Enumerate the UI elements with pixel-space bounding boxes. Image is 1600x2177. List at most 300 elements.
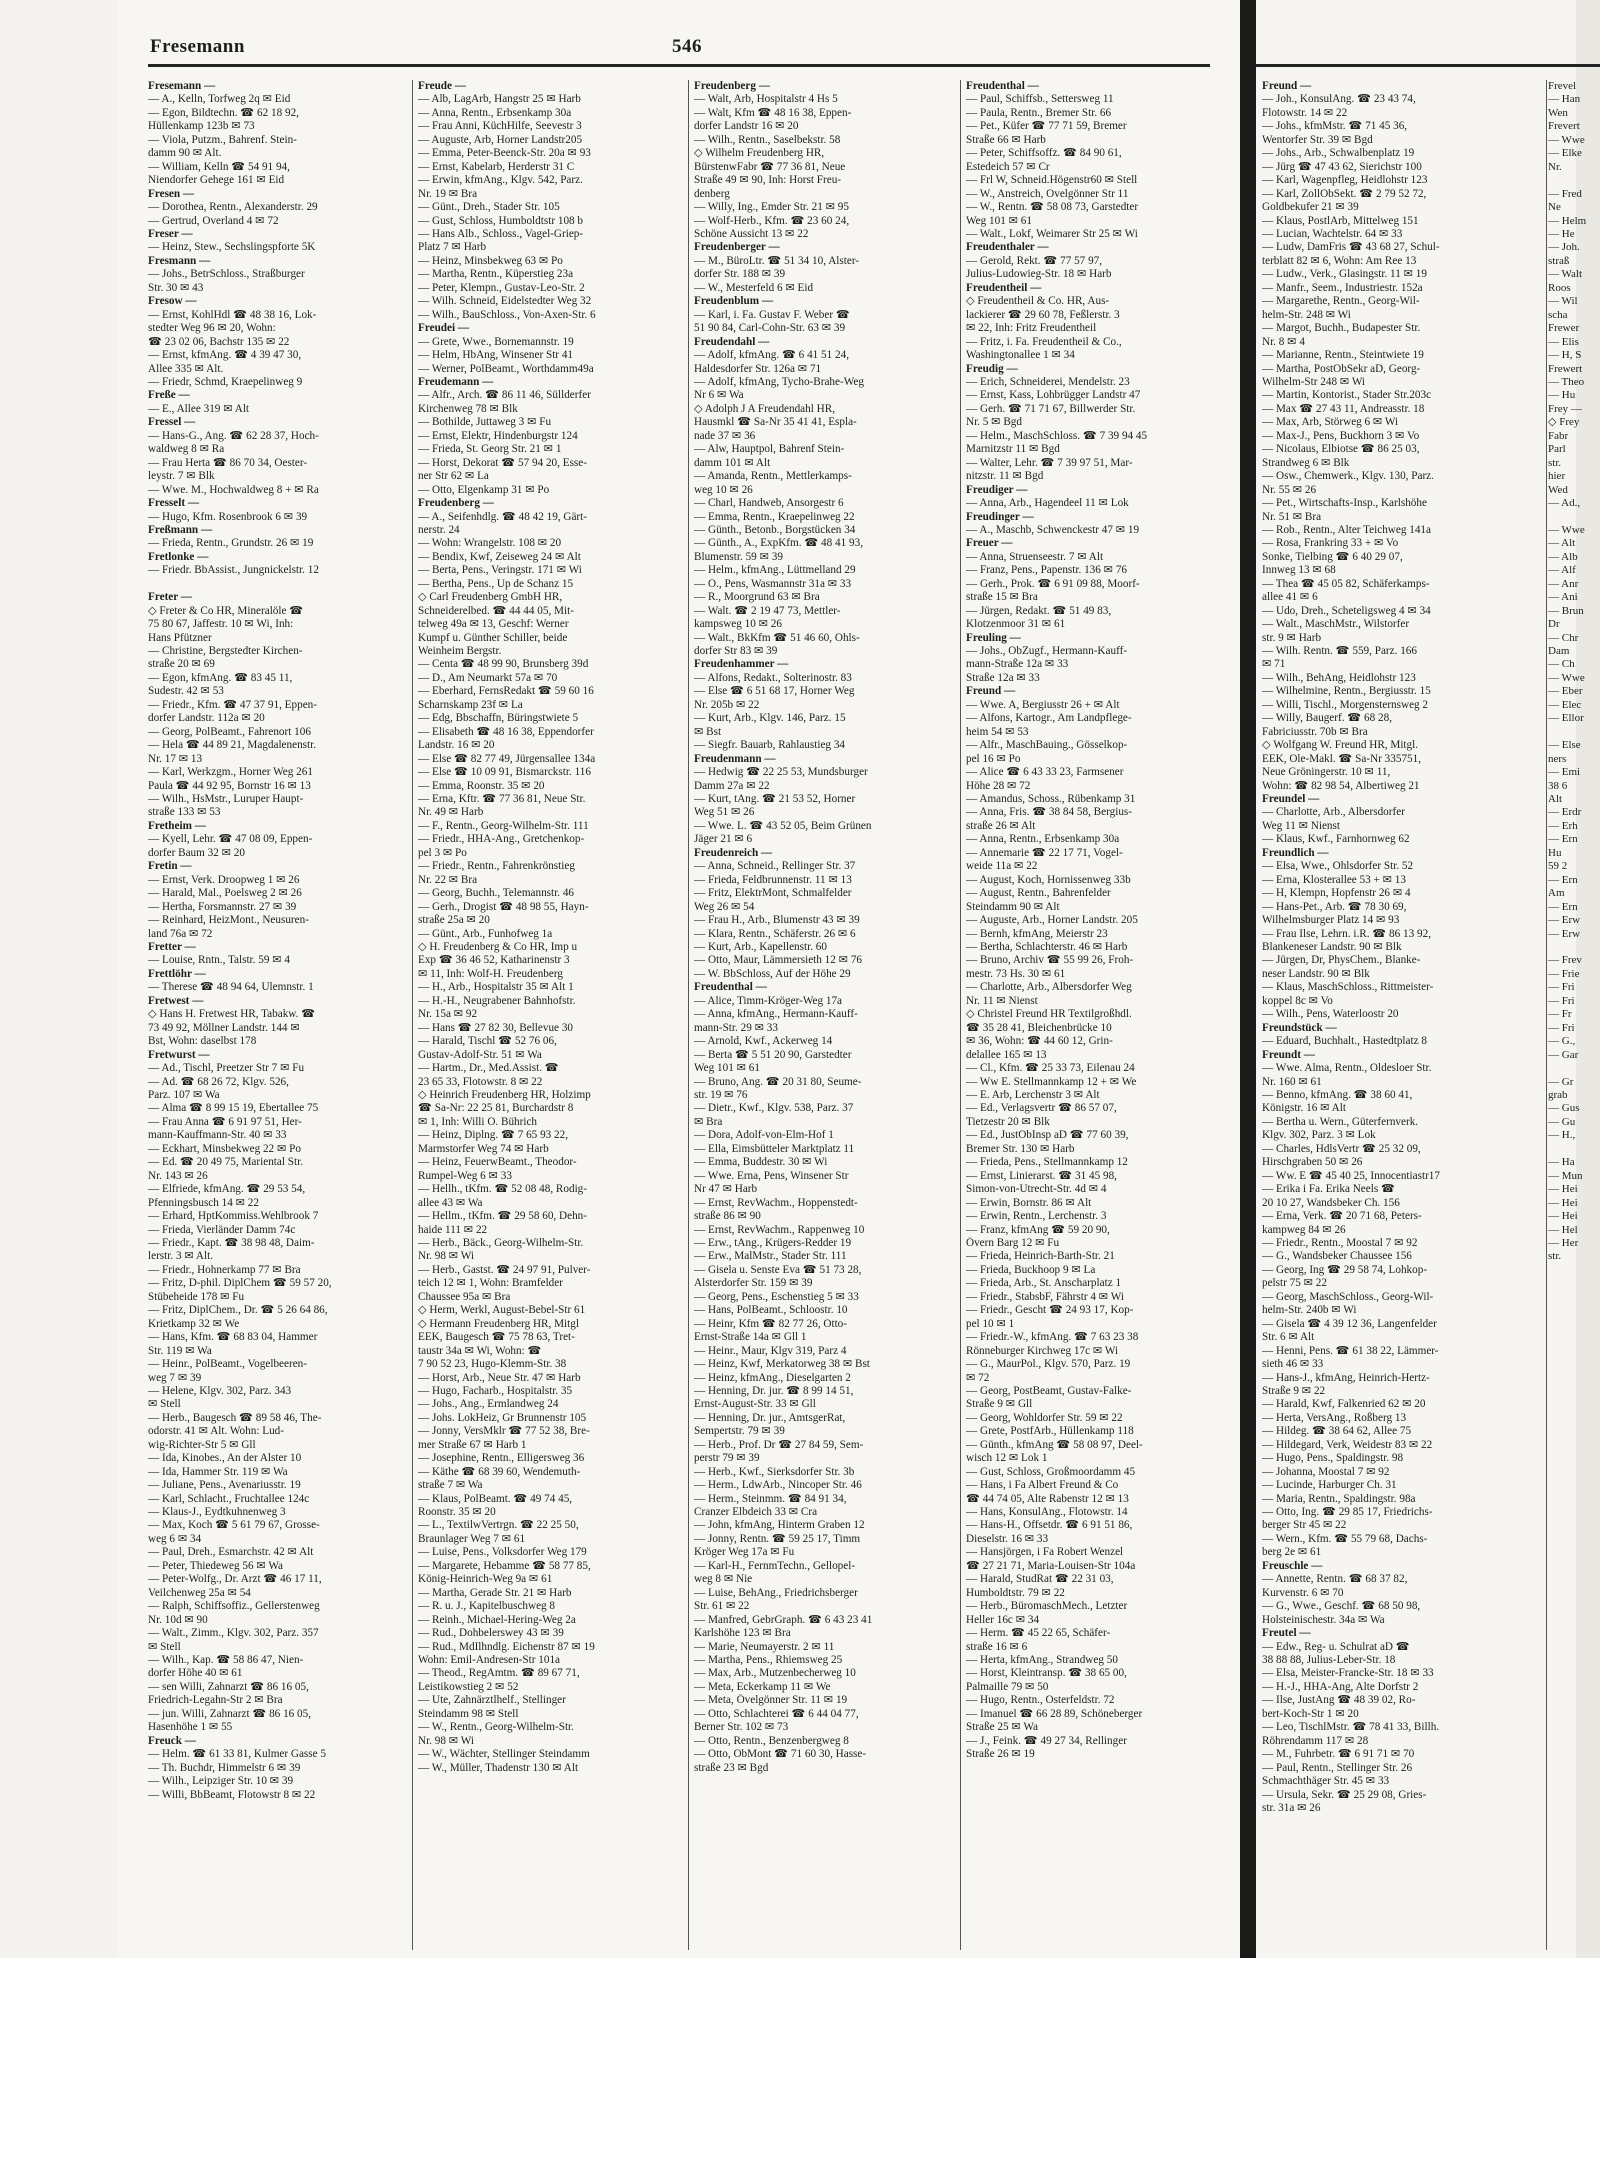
directory-entry-line: — Christine, Bergstedter Kirchen-	[148, 645, 303, 658]
cropped-entry-line: Hu	[1548, 846, 1562, 859]
directory-entry-line: — Friedr., Hohnerkamp 77 ✉ Bra	[148, 1263, 301, 1276]
directory-entry-line: Estedeich 57 ✉ Cr	[966, 160, 1050, 173]
cropped-entry-line: — Fred	[1548, 187, 1582, 200]
directory-entry-line: Fabriciusstr. 70b ✉ Bra	[1262, 725, 1368, 738]
directory-entry-line: Exp ☎ 36 46 52, Katharinenstr 3	[418, 954, 570, 967]
directory-entry-line: delallee 165 ✉ 13	[966, 1048, 1047, 1061]
directory-entry-line: — John, kfmAng, Hinterm Graben 12	[694, 1519, 865, 1532]
directory-entry-line: — Max, Koch ☎ 5 61 79 67, Grosse-	[148, 1519, 320, 1532]
cropped-entry-line: hier	[1548, 470, 1566, 483]
cropped-entry-line: — Erh	[1548, 819, 1578, 832]
directory-entry-line: — Kurt, Arb., Kapellenstr. 60	[694, 941, 827, 953]
directory-entry-line: Kröger Weg 17a ✉ Fu	[694, 1546, 795, 1559]
directory-entry-line: EEK, Baugesch ☎ 75 78 63, Tret-	[418, 1331, 575, 1344]
directory-entry-line: ✉ 11, Inh: Wolf-H. Freudenberg	[418, 967, 563, 980]
directory-entry-line: — Hans, i Fa Albert Freund & Co	[966, 1479, 1119, 1492]
directory-entry-line: Hasenhöhe 1 ✉ 55	[148, 1721, 233, 1734]
directory-entry-line: Nr. 51 ✉ Bra	[1262, 510, 1322, 523]
directory-entry-line: — G., Wwe., Geschf. ☎ 68 50 98,	[1262, 1600, 1421, 1613]
directory-entry-line: Leistikowstieg 2 ✉ 52	[418, 1680, 519, 1693]
directory-entry-line: Rumpel-Weg 6 ✉ 33	[418, 1169, 512, 1182]
directory-entry-line: Hans Pfützner	[148, 631, 212, 644]
directory-entry-line: — Herb., Baugesch ☎ 89 58 46, The-	[148, 1411, 322, 1424]
directory-entry-line: — Hans-Pet., Arb. ☎ 78 30 69,	[1262, 900, 1407, 913]
directory-entry-line: — Auguste, Arb, Horner Landstr205	[418, 133, 583, 146]
cropped-entry-line: ners	[1548, 752, 1567, 765]
directory-entry-line: — Max, Arb., Mutzenbecherweg 10	[694, 1667, 856, 1680]
directory-entry-line: — Klaus-J., Eydtkuhnenweg 3	[148, 1506, 286, 1519]
directory-entry-line: waldweg 8 ✉ Ra	[148, 443, 225, 456]
directory-entry-line: — Ed., JustObInsp aD ☎ 77 60 39,	[966, 1129, 1129, 1142]
directory-entry-line: Fresmann —	[148, 254, 211, 267]
directory-entry-line: Paula ☎ 44 92 95, Bornstr 16 ✉ 13	[148, 779, 311, 792]
directory-entry-line: Damm 27a ✉ 22	[694, 779, 770, 792]
directory-entry-line: — Amanda, Rentn., Mettlerkamps-	[694, 470, 852, 483]
directory-entry-line: — Walt, Kfm ☎ 48 16 38, Eppen-	[694, 106, 852, 119]
directory-entry-line: Nr. 8 ✉ 4	[1262, 335, 1305, 348]
directory-entry-line: Freudemann —	[418, 375, 494, 388]
directory-entry-line: — Helm. ☎ 61 33 81, Kulmer Gasse 5	[148, 1748, 326, 1761]
directory-entry-line: — W. BbSchloss, Auf der Höhe 29	[694, 967, 851, 980]
cropped-entry-line: Frewert	[1548, 362, 1583, 375]
directory-entry-line: — L., TextilwVertrgn. ☎ 22 25 50,	[418, 1519, 579, 1532]
directory-entry-line: — Ernst, Kass, Lohbrügger Landstr 47	[966, 389, 1141, 402]
cropped-entry-line: — Frev	[1548, 954, 1582, 967]
directory-entry-line: — Else ☎ 10 09 91, Bismarckstr. 116	[418, 766, 591, 779]
directory-entry-line: — Friedr., Rentn., Moostal 7 ✉ 92	[1262, 1236, 1418, 1249]
directory-entry-line: — Wohn: Wrangelstr. 108 ✉ 20	[418, 537, 562, 550]
directory-entry-line: — Anna, Fris. ☎ 38 84 58, Bergius-	[966, 806, 1133, 819]
directory-entry-line: — Dora, Adolf-von-Elm-Hof 1	[694, 1129, 834, 1142]
directory-entry-line: Straße 9 ✉ Gll	[966, 1398, 1033, 1411]
directory-entry-line: — Alfons, Redakt., Solterinostr. 83	[694, 671, 852, 684]
directory-entry-line: — Edw., Reg- u. Schulrat aD ☎	[1262, 1640, 1410, 1653]
directory-entry-line: nerstr. 24	[418, 523, 460, 536]
directory-entry-line: — Gerh., Prok. ☎ 6 91 09 88, Moorf-	[966, 577, 1140, 590]
directory-entry-line: damm 90 ✉ Alt.	[148, 147, 222, 160]
directory-entry-line: — Peter, Thiedeweg 56 ✉ Wa	[148, 1559, 283, 1572]
directory-entry-line: 75 80 67, Jaffestr. 10 ✉ Wi, Inh:	[148, 618, 294, 631]
directory-entry-line: — O., Pens, Wasmannstr 31a ✉ 33	[694, 577, 852, 590]
directory-entry-line: — W., Anstreich, Ovelgönner Str 11	[966, 187, 1129, 200]
directory-column-3	[694, 80, 952, 1775]
column-rule	[688, 80, 689, 1950]
directory-entry-line: — W., Rentn. ☎ 58 08 73, Garstedter	[966, 201, 1139, 214]
directory-entry-line: — Horst, Dekorat ☎ 57 94 20, Esse-	[418, 456, 587, 469]
directory-entry-line: weg 8 ✉ Nie	[694, 1573, 753, 1586]
directory-entry-line: — H., Arb., Hospitalstr 35 ✉ Alt 1	[418, 981, 574, 994]
directory-entry-line: — Ludw, DamFris ☎ 43 68 27, Schul-	[1262, 241, 1440, 254]
directory-entry-line: — Ww E. Stellmannkamp 12 + ✉ We	[966, 1075, 1137, 1088]
directory-entry-line: Nr. 160 ✉ 61	[1262, 1075, 1322, 1088]
directory-entry-line: Fresemann —	[148, 80, 216, 92]
directory-entry-line: — Gertrud, Overland 4 ✉ 72	[148, 214, 279, 227]
cropped-entry-line: straß	[1548, 254, 1570, 267]
directory-entry-line: Övern Barg 12 ✉ Fu	[966, 1236, 1060, 1249]
directory-entry-line: — Anna, Struenseestr. 7 ✉ Alt	[966, 550, 1104, 563]
directory-entry-line: leystr. 7 ✉ Blk	[148, 470, 215, 483]
directory-entry-line: — Georg, Wohldorfer Str. 59 ✉ 22	[966, 1411, 1123, 1424]
directory-entry-line: — Franz, Pens., Papenstr. 136 ✉ 76	[966, 564, 1128, 577]
directory-entry-line: straße 15 ✉ Bra	[966, 591, 1038, 604]
directory-entry-line: denberg	[694, 187, 730, 200]
directory-entry-line: Goldbekufer 21 ✉ 39	[1262, 201, 1359, 214]
directory-entry-line: straße 7 ✉ Wa	[418, 1479, 483, 1492]
directory-entry-line: Hirschgraben 50 ✉ 26	[1262, 1156, 1363, 1169]
directory-entry-line: — Cl., Kfm. ☎ 25 33 73, Eilenau 24	[966, 1062, 1135, 1075]
directory-column-2	[418, 80, 676, 1775]
cropped-entry-line: — H.,	[1548, 1129, 1576, 1142]
directory-entry-line: Weg 11 ✉ Nienst	[1262, 819, 1340, 832]
directory-entry-line: — Gust, Schloss, Großmoordamm 45	[966, 1465, 1136, 1478]
directory-entry-line: — Ernst, RevWachm., Hoppenstedt-	[694, 1196, 858, 1209]
directory-entry-line: ✉ 71	[1262, 658, 1286, 671]
directory-entry-line: — Friedr, Schmd, Kraepelinweg 9	[148, 375, 303, 388]
directory-entry-line: — Herb., Prof. Dr ☎ 27 84 59, Sem-	[694, 1438, 864, 1451]
cropped-entry-line: — Her	[1548, 1236, 1579, 1249]
directory-entry-line: — Friedr., Gescht ☎ 24 93 17, Kop-	[966, 1304, 1134, 1317]
directory-entry-line: — Friedr., Rentn., Fahrenkrönstieg	[418, 860, 575, 873]
directory-entry-line: — Hedwig ☎ 22 25 53, Mundsburger	[694, 766, 868, 779]
directory-entry-line: — Viola, Putzm., Bahrenf. Stein-	[148, 133, 297, 146]
column-rule	[1546, 80, 1547, 1950]
cropped-entry-line: str.	[1548, 1250, 1562, 1263]
cropped-entry-line: — Mun	[1548, 1169, 1583, 1182]
directory-entry-line: — Ida, Kinobes., An der Alster 10	[148, 1452, 302, 1465]
directory-entry-line: — Gisela ☎ 4 39 12 36, Langenfelder	[1262, 1317, 1437, 1330]
directory-entry-line: — Peter, Schiffsoffz. ☎ 84 90 61,	[966, 147, 1122, 160]
directory-entry-line: Veilchenweg 25a ✉ 54	[148, 1586, 251, 1599]
directory-entry-line: weg 10 ✉ 26	[694, 483, 753, 496]
directory-entry-line: — Ed. ☎ 20 49 75, Mariental Str.	[148, 1156, 304, 1169]
cropped-entry-line: — Frie	[1548, 967, 1580, 980]
directory-entry-line: — Horst, Kleintransp. ☎ 38 65 00,	[966, 1667, 1127, 1680]
directory-entry-line: — Hans-G., Ang. ☎ 62 28 37, Hoch-	[148, 429, 319, 442]
cropped-entry-line: — G.,	[1548, 1035, 1576, 1048]
directory-entry-line: — Karl-H., FernmTechn., Gellopel-	[694, 1559, 856, 1572]
directory-entry-line: — Wolf-Herb., Kfm. ☎ 23 60 24,	[694, 214, 850, 227]
cropped-entry-line: — Elis	[1548, 335, 1579, 348]
directory-entry-line: Freßmann —	[148, 523, 213, 536]
cropped-entry-line: — Brun	[1548, 604, 1584, 617]
directory-entry-line: — Marianne, Rentn., Steintwiete 19	[1262, 349, 1424, 362]
directory-entry-line: — Jürgen, Dr, PhysChem., Blanke-	[1262, 954, 1421, 967]
directory-entry-line: — Georg, PostBeamt, Gustav-Falke-	[966, 1384, 1132, 1397]
directory-entry-line: — Charlotte, Arb., Albersdorfer	[1262, 806, 1405, 819]
directory-entry-line: — Berta, Pens., Veringstr. 171 ✉ Wi	[418, 564, 582, 577]
directory-entry-line: — Hans Alb., Schloss., Vagel-Griep-	[418, 227, 584, 240]
directory-entry-line: — Karl, Werkzgm., Horner Weg 261	[148, 766, 313, 779]
directory-entry-line: — Johs., Ang., Ermlandweg 24	[418, 1398, 559, 1411]
directory-entry-line: — Harald, Mal., Poelsweg 2 ✉ 26	[148, 887, 302, 900]
directory-entry-line: mer Straße 67 ✉ Harb 1	[418, 1438, 527, 1451]
directory-entry-line: Str. 30 ✉ 43	[148, 281, 204, 294]
directory-entry-line: — Johs. LokHeiz, Gr Brunnenstr 105	[418, 1411, 587, 1424]
directory-entry-line: Str. 119 ✉ Wa	[148, 1344, 212, 1357]
directory-entry-line: land 76a ✉ 72	[148, 927, 213, 940]
directory-entry-line: — Martha, PostObSekr aD, Georg-	[1262, 362, 1421, 375]
directory-entry-line: — Friedr.-W., kfmAng. ☎ 7 63 23 38	[966, 1331, 1139, 1344]
directory-entry-line: — Egon, Bildtechn. ☎ 62 18 92,	[148, 106, 299, 119]
directory-entry-line: — Frieda, Heinrich-Barth-Str. 21	[966, 1250, 1115, 1263]
cropped-entry-line: — Walt	[1548, 268, 1583, 281]
directory-entry-line: Steindamm 98 ✉ Stell	[418, 1707, 519, 1720]
directory-entry-line: Freudenblum —	[694, 295, 774, 308]
directory-entry-line: — Ed., Verlagsvertr ☎ 86 57 07,	[966, 1102, 1117, 1115]
directory-entry-line: — Otto, Elgenkamp 31 ✉ Po	[418, 483, 550, 496]
directory-entry-line: — Hans-H., Offsetdr. ☎ 6 91 51 86,	[966, 1519, 1133, 1532]
directory-entry-line: dorfer Str 83 ✉ 39	[694, 645, 778, 658]
directory-entry-line: — Hartm., Dr., Med.Assist. ☎	[418, 1062, 559, 1075]
directory-entry-line: — Martha, Pens., Rhiemsweg 25	[694, 1654, 843, 1667]
directory-entry-line: — Klaus, PostlArb, Mittelweg 151	[1262, 214, 1419, 227]
directory-entry-line: — Hertha, Forsmannstr. 27 ✉ 39	[148, 900, 297, 913]
directory-entry-line: — Herm. ☎ 45 22 65, Schäfer-	[966, 1627, 1111, 1640]
directory-entry-line: Kurvenstr. 6 ✉ 70	[1262, 1586, 1344, 1599]
directory-entry-line: — Reinh., Michael-Hering-Weg 2a	[418, 1613, 576, 1626]
directory-entry-line: Freudinger —	[966, 510, 1034, 523]
directory-entry-line: — Frau Herta ☎ 86 70 34, Oester-	[148, 456, 308, 469]
cropped-entry-line: — Hu	[1548, 389, 1576, 402]
directory-entry-line: Braunlager Weg 7 ✉ 61	[418, 1532, 526, 1545]
directory-entry-line: Strandweg 6 ✉ Blk	[1262, 456, 1350, 469]
cropped-entry-line: Frevert	[1548, 120, 1580, 133]
cropped-entry-line: — Gr	[1548, 1075, 1574, 1088]
directory-entry-line: — R., Moorgrund 63 ✉ Bra	[694, 591, 820, 604]
directory-entry-line: Freudiger —	[966, 483, 1028, 496]
directory-entry-line: — Walter, Lehr. ☎ 7 39 97 51, Mar-	[966, 456, 1133, 469]
cropped-entry-line: — Helm	[1548, 214, 1587, 227]
directory-entry-line: — Meta, Övelgönner Str. 11 ✉ 19	[694, 1694, 848, 1707]
directory-entry-line: Fretin —	[148, 860, 192, 873]
directory-entry-line: Stübeheide 178 ✉ Fu	[148, 1290, 245, 1303]
directory-entry-line: — Frieda, Feldbrunnenstr. 11 ✉ 13	[694, 873, 852, 886]
directory-entry-line: Nr. 5 ✉ Bgd	[966, 416, 1022, 429]
directory-entry-line: — Hugo, Kfm. Rosenbrook 6 ✉ 39	[148, 510, 308, 523]
directory-entry-line: Blankeneser Landstr. 90 ✉ Blk	[1262, 941, 1402, 953]
directory-entry-line: — Walt., Zimm., Klgv. 302, Parz. 357	[148, 1627, 319, 1640]
directory-entry-line: perstr 79 ✉ 39	[694, 1452, 760, 1465]
directory-entry-line: — Helene, Klgv. 302, Parz. 343	[148, 1384, 292, 1397]
directory-entry-line: — Gisela u. Senste Eva ☎ 51 73 28,	[694, 1263, 862, 1276]
directory-entry-line: Freuck —	[148, 1734, 196, 1747]
directory-entry-line: Höhe 28 ✉ 72	[966, 779, 1031, 792]
directory-entry-line: weg 7 ✉ 39	[148, 1371, 202, 1384]
directory-entry-line: — Hugo, Facharb., Hospitalstr. 35	[418, 1384, 573, 1397]
cropped-entry-line: — He	[1548, 227, 1575, 240]
cropped-entry-line: Dr	[1548, 618, 1560, 631]
directory-entry-line: — Ernst, Linierarst. ☎ 31 45 98,	[966, 1169, 1117, 1182]
cropped-entry-line: — Wwe	[1548, 523, 1585, 536]
directory-entry-line: Nr. 15a ✉ 92	[418, 1008, 478, 1021]
directory-entry-line: — Eberhard, FernsRedakt ☎ 59 60 16	[418, 685, 594, 698]
directory-entry-line: — Wilh., BehAng, Heidlohstr 123	[1262, 671, 1416, 684]
directory-entry-line: ◇ Adolph J A Freudendahl HR,	[694, 402, 835, 415]
directory-entry-line: — Willy, Ing., Emder Str. 21 ✉ 95	[694, 201, 849, 214]
cropped-entry-line: Dam	[1548, 645, 1570, 658]
directory-entry-line: Röhrendamm 117 ✉ 28	[1262, 1734, 1369, 1747]
cropped-entry-line: — Elke	[1548, 147, 1582, 160]
directory-entry-line: — Alfr., MaschBauing., Gösselkop-	[966, 739, 1128, 752]
directory-entry-line: — Wwe. A, Bergiusstr 26 + ✉ Alt	[966, 698, 1120, 711]
directory-entry-line: allee 43 ✉ Wa	[418, 1196, 483, 1209]
directory-entry-line: — Günth., kfmAng ☎ 58 08 97, Deel-	[966, 1438, 1143, 1451]
directory-entry-line: nitzstr. 11 ✉ Bgd	[966, 470, 1044, 483]
directory-entry-line: Freuling —	[966, 631, 1021, 644]
directory-entry-line: — Maria, Rentn., Spaldingstr. 98a	[1262, 1492, 1416, 1505]
directory-entry-line: — Fritz, D-phil. DiplChem ☎ 59 57 20,	[148, 1277, 332, 1290]
cropped-entry-line: — Ch	[1548, 658, 1575, 671]
directory-entry-line: — M., BüroLtr. ☎ 51 34 10, Alster-	[694, 254, 860, 267]
directory-entry-line: — Wilh., Rentn., Saselbekstr. 58	[694, 133, 841, 146]
directory-entry-line: Gustav-Adolf-Str. 51 ✉ Wa	[418, 1048, 542, 1061]
directory-entry-line: Freutel —	[1262, 1627, 1311, 1640]
cropped-entry-line	[1548, 174, 1600, 187]
directory-entry-line: — Ernst, Kabelarb, Herderstr 31 C	[418, 160, 575, 173]
cropped-entry-line: — H, S	[1548, 349, 1582, 362]
directory-entry-line: bert-Koch-Str 1 ✉ 20	[1262, 1707, 1359, 1720]
directory-entry-line: — William, Kelln ☎ 54 91 94,	[148, 160, 290, 173]
directory-entry-line: ◇ Christel Freund HR Textilgroßhdl.	[966, 1008, 1132, 1021]
directory-entry-line: straße 16 ✉ 6	[966, 1640, 1028, 1653]
directory-entry-line: — Gerh. ☎ 71 71 67, Billwerder Str.	[966, 402, 1136, 415]
directory-entry-line: — Johs., Arb., Schwalbenplatz 19	[1262, 147, 1415, 160]
running-head-name: Fresemann	[150, 36, 245, 57]
directory-entry-line: — Friedr., Kapt. ☎ 38 98 48, Daim-	[148, 1236, 315, 1249]
directory-entry-line: Wentorfer Str. 39 ✉ Bgd	[1262, 133, 1373, 146]
directory-entry-line: — Elisabeth ☎ 48 16 38, Eppendorfer	[418, 725, 594, 738]
directory-entry-line: Neue Gröningerstr. 10 ✉ 11,	[1262, 766, 1391, 779]
directory-entry-line: Weg 51 ✉ 26	[694, 806, 755, 819]
directory-entry-line: Wohn: ☎ 82 98 54, Albertiweg 21	[1262, 779, 1420, 792]
directory-entry-line: — Benno, kfmAng. ☎ 38 60 41,	[1262, 1088, 1413, 1101]
cropped-entry-line: — Chr	[1548, 631, 1579, 644]
directory-entry-line: Innweg 13 ✉ 68	[1262, 564, 1336, 577]
directory-entry-line: — Erwin, kfmAng., Klgv. 542, Parz.	[418, 174, 583, 187]
directory-entry-line: weide 11a ✉ 22	[966, 860, 1038, 873]
directory-entry-line: — Charl, Handweb, Ansorgestr 6	[694, 497, 844, 510]
directory-entry-line: Friedrich-Legahn-Str 2 ✉ Bra	[148, 1694, 283, 1707]
directory-entry-line: — Walt., MaschMstr., Wilstorfer	[1262, 618, 1410, 631]
directory-entry-line: Freudendahl —	[694, 335, 770, 348]
cropped-entry-line: Parl	[1548, 443, 1566, 456]
directory-entry-line: Straße 12a ✉ 33	[966, 671, 1040, 684]
directory-entry-line: odorstr. 41 ✉ Alt. Wohn: Lud-	[148, 1425, 284, 1438]
cropped-entry-line: — Fri	[1548, 1021, 1575, 1034]
directory-entry-line: Nr. 10d ✉ 90	[148, 1613, 208, 1626]
directory-entry-line: — Willi, Tischl., Morgensternsweg 2	[1262, 698, 1429, 711]
directory-entry-line: — Georg, MaschSchloss., Georg-Wil-	[1262, 1290, 1434, 1303]
directory-entry-line: — Edg, Bbschaffn, Büringstwiete 5	[418, 712, 579, 725]
directory-entry-line: str. 9 ✉ Harb	[1262, 631, 1322, 644]
cropped-entry-line: — Else	[1548, 739, 1581, 752]
directory-entry-line: berger Str 45 ✉ 22	[1262, 1519, 1347, 1532]
directory-entry-line: ✉ Bst	[694, 725, 722, 738]
directory-entry-line: — Hellm., tKfm. ☎ 29 58 60, Dehn-	[418, 1210, 587, 1223]
directory-entry-line: Pfenningsbusch 14 ✉ 22	[148, 1196, 259, 1209]
directory-entry-line: — Hans ☎ 27 82 30, Bellevue 30	[418, 1021, 574, 1034]
directory-entry-line: neser Landstr. 90 ✉ Blk	[1262, 967, 1370, 980]
directory-entry-line: — Hildegard, Verk, Weidestr 83 ✉ 22	[1262, 1438, 1433, 1451]
directory-entry-line: — Ernst, KohlHdl ☎ 48 38 16, Lok-	[148, 308, 317, 321]
directory-entry-line: kampweg 84 ✉ 26	[1262, 1223, 1346, 1236]
directory-entry-line: — Anna, kfmAng., Hermann-Kauff-	[694, 1008, 858, 1021]
directory-entry-line: — Friedr., Kfm. ☎ 47 37 91, Eppen-	[148, 698, 317, 711]
directory-entry-line: — Bertha u. Wern., Güterfernverk.	[1262, 1115, 1419, 1128]
column-rule	[412, 80, 413, 1950]
directory-entry-line: — Paula, Rentn., Bremer Str. 66	[966, 106, 1112, 119]
directory-entry-line: — H.-H., Neugrabener Bahnhofstr.	[418, 994, 576, 1007]
directory-entry-line: Freund —	[966, 685, 1016, 698]
directory-entry-line: — Kurt, tAng. ☎ 21 53 52, Horner	[694, 793, 856, 806]
directory-entry-line: — Georg, Pens., Eschenstieg 5 ✉ 33	[694, 1290, 859, 1303]
directory-entry-line: — Grete, PostfArb., Hüllenkamp 118	[966, 1425, 1134, 1438]
directory-entry-line: ◇ Wolfgang W. Freund HR, Mitgl.	[1262, 739, 1419, 752]
directory-entry-line: Weg 101 ✉ 61	[966, 214, 1032, 227]
directory-entry-line: — E., Allee 319 ✉ Alt	[148, 402, 250, 415]
directory-entry-line: Nr. 22 ✉ Bra	[418, 873, 478, 886]
directory-entry-line: — Peter-Wolfg., Dr. Arzt ☎ 46 17 11,	[148, 1573, 322, 1586]
directory-entry-line: — Rosa, Frankring 33 + ✉ Vo	[1262, 537, 1399, 550]
directory-entry-line: Freundt —	[1262, 1048, 1315, 1061]
directory-entry-line: — Frau H., Arb., Blumenstr 43 ✉ 39	[694, 914, 860, 927]
directory-entry-line: — Herm., LdwArb., Nincoper Str. 46	[694, 1479, 862, 1492]
directory-entry-line: Karlshöhe 123 ✉ Bra	[694, 1627, 791, 1640]
directory-entry-line: Nr 6 ✉ Wa	[694, 389, 744, 402]
directory-entry-line: — Fritz, i. Fa. Freudentheil & Co.,	[966, 335, 1122, 348]
cropped-entry-line: — Alb	[1548, 550, 1578, 563]
directory-entry-line: Fressel —	[148, 416, 196, 429]
directory-entry-line: — Wwe. M., Hochwaldweg 8 + ✉ Ra	[148, 483, 319, 496]
cropped-entry-line: — Ellor	[1548, 712, 1584, 725]
cropped-entry-line: 38 6	[1548, 779, 1568, 792]
directory-entry-line: Julius-Ludowieg-Str. 18 ✉ Harb	[966, 268, 1112, 281]
directory-entry-line: — E. Arb, Lerchenstr 3 ✉ Alt	[966, 1088, 1100, 1101]
cropped-entry-line: — Gar	[1548, 1048, 1579, 1061]
directory-entry-line: — August, Koch, Hornissenweg 33b	[966, 873, 1131, 886]
directory-entry-line: — Helm., MaschSchloss. ☎ 7 39 94 45	[966, 429, 1148, 442]
directory-entry-line: ✉ 72	[966, 1371, 990, 1384]
directory-entry-line: Landstr. 16 ✉ 20	[418, 739, 495, 752]
directory-entry-line: Berner Str. 102 ✉ 73	[694, 1721, 789, 1734]
directory-entry-line: Weg 26 ✉ 54	[694, 900, 755, 913]
directory-entry-line: pel 10 ✉ 1	[966, 1317, 1015, 1330]
directory-entry-line: Freudenthaler —	[966, 241, 1049, 254]
directory-entry-line: Haldesdorfer Str. 126a ✉ 71	[694, 362, 822, 375]
directory-entry-line: helm-Str. 248 ✉ Wi	[1262, 308, 1351, 321]
directory-entry-line: Sonke, Tielbing ☎ 6 40 29 07,	[1262, 550, 1403, 563]
directory-entry-line: damm 101 ✉ Alt	[694, 456, 771, 469]
directory-entry-line: Krietkamp 32 ✉ We	[148, 1317, 240, 1330]
directory-entry-line: — Günt., Dreh., Stader Str. 105	[418, 201, 560, 214]
directory-entry-line: — Hans-J., kfmAng, Heinrich-Hertz-	[1262, 1371, 1430, 1384]
directory-entry-line: Weinheim Bergstr.	[418, 645, 502, 658]
directory-entry-line: lackierer ☎ 29 60 78, Feßlerstr. 3	[966, 308, 1120, 321]
directory-entry-line: dorfer Landstr 16 ✉ 20	[694, 120, 799, 133]
cropped-entry-line: Wen	[1548, 106, 1568, 119]
directory-entry-line: EEK, Ole-Makl. ☎ Sa-Nr 335751,	[1262, 752, 1422, 765]
cropped-entry-line: Fabr	[1548, 429, 1569, 442]
directory-entry-line: — Juliane, Pens., Avenariusstr. 19	[148, 1479, 301, 1492]
directory-entry-line: 73 49 92, Möllner Landstr. 144 ✉	[148, 1021, 300, 1034]
directory-column-5	[1262, 80, 1542, 1815]
directory-entry-line: — Wilh., Leipziger Str. 10 ✉ 39	[148, 1775, 294, 1788]
directory-entry-line: Nr. 205b ✉ 22	[694, 698, 760, 711]
directory-entry-line: — Josephine, Rentn., Elligersweg 36	[418, 1452, 585, 1465]
directory-entry-line: Washingtonallee 1 ✉ 34	[966, 349, 1075, 362]
directory-entry-line: nade 37 ✉ 36	[694, 429, 756, 442]
directory-entry-line: straße 86 ✉ 90	[694, 1210, 761, 1223]
